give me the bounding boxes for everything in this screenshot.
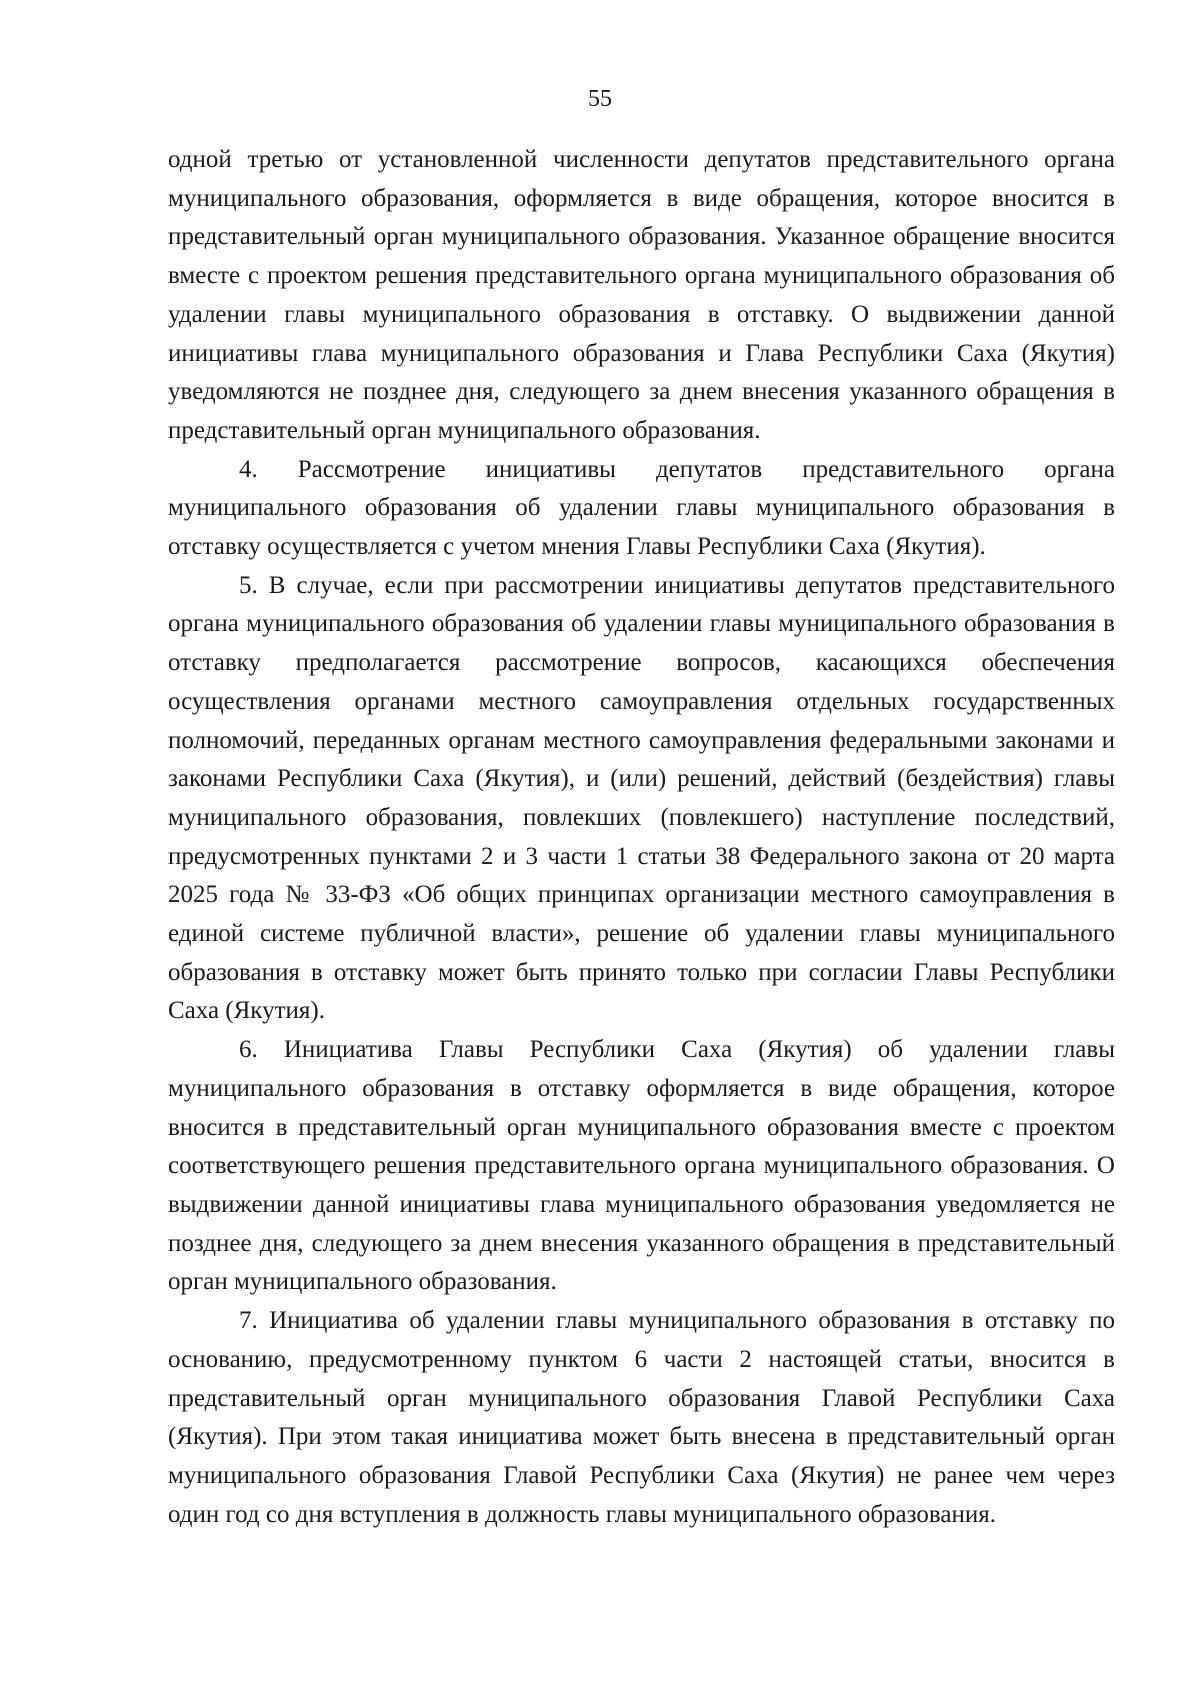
page-number: 55 xyxy=(588,86,612,112)
paragraph-item-5: 5. В случае, если при рассмотрении инициативы депутатов представительного органа муниципального образования об удалении главы муниципального образования в отставку предполагается рассмотрение вопросов, касающихся обеспечения осуществления органами местного самоуправления отдельных государственных полномочий, переданных органам местного самоуправления федеральными законами и законами Республики Саха (Якутия), и (или) решений, действий (бездействия) главы муниципального образования, повлекших (повлекшего) наступление последствий, предусмотренных пунктами 2 и 3 части 1 статьи 38 Федерального закона от 20 марта 2025 года № 33-ФЗ «Об общих принципах организации местного самоуправления в единой системе публичной власти», решение об удалении главы муниципального образования в отставку может быть принято только при согласии Главы Республики Саха (Якутия). xyxy=(168,571,1115,1025)
paragraph-item-4: 4. Рассмотрение инициативы депутатов представительного органа муниципального образования об удалении главы муниципального образования в отставку осуществляется с учетом мнения Главы Республики Саха (Якутия). xyxy=(168,455,1115,561)
paragraph-item-7: 7. Инициатива об удалении главы муниципального образования в отставку по основанию, предусмотренному пунктом 6 части 2 настоящей статьи, вносится в представительный орган муниципального образования Главой Республики Саха (Якутия). При этом такая инициатива может быть внесена в представительный орган муниципального образования Главой Республики Саха (Якутия) не ранее чем через один год со дня вступления в должность главы муниципального образования. xyxy=(168,1307,1115,1528)
paragraph-item-6: 6. Инициатива Главы Республики Саха (Якутия) об удалении главы муниципального образования в отставку оформляется в виде обращения, которое вносится в представительный орган муниципального образования вместе с проектом соответствующего решения представительного органа муниципального образования. О выдвижении данной инициативы глава муниципального образования уведомляется не позднее дня, следующего за днем внесения указанного обращения в представительный орган муниципального образования. xyxy=(168,1036,1115,1296)
paragraph-continuation: одной третью от установленной численности депутатов представительного органа муниципального образования, оформляется в виде обращения, которое вносится в представительный орган муниципального образования. Указанное обращение вносится вместе с проектом решения представительного органа муниципального образования об удалении главы муниципального образования в отставку. О выдвижении данной инициативы глава муниципального образования и Глава Республики Саха (Якутия) уведомляются не позднее дня, следующего за днем внесения указанного обращения в представительный орган муниципального образования. xyxy=(168,146,1115,444)
document-body xyxy=(168,141,1115,1534)
